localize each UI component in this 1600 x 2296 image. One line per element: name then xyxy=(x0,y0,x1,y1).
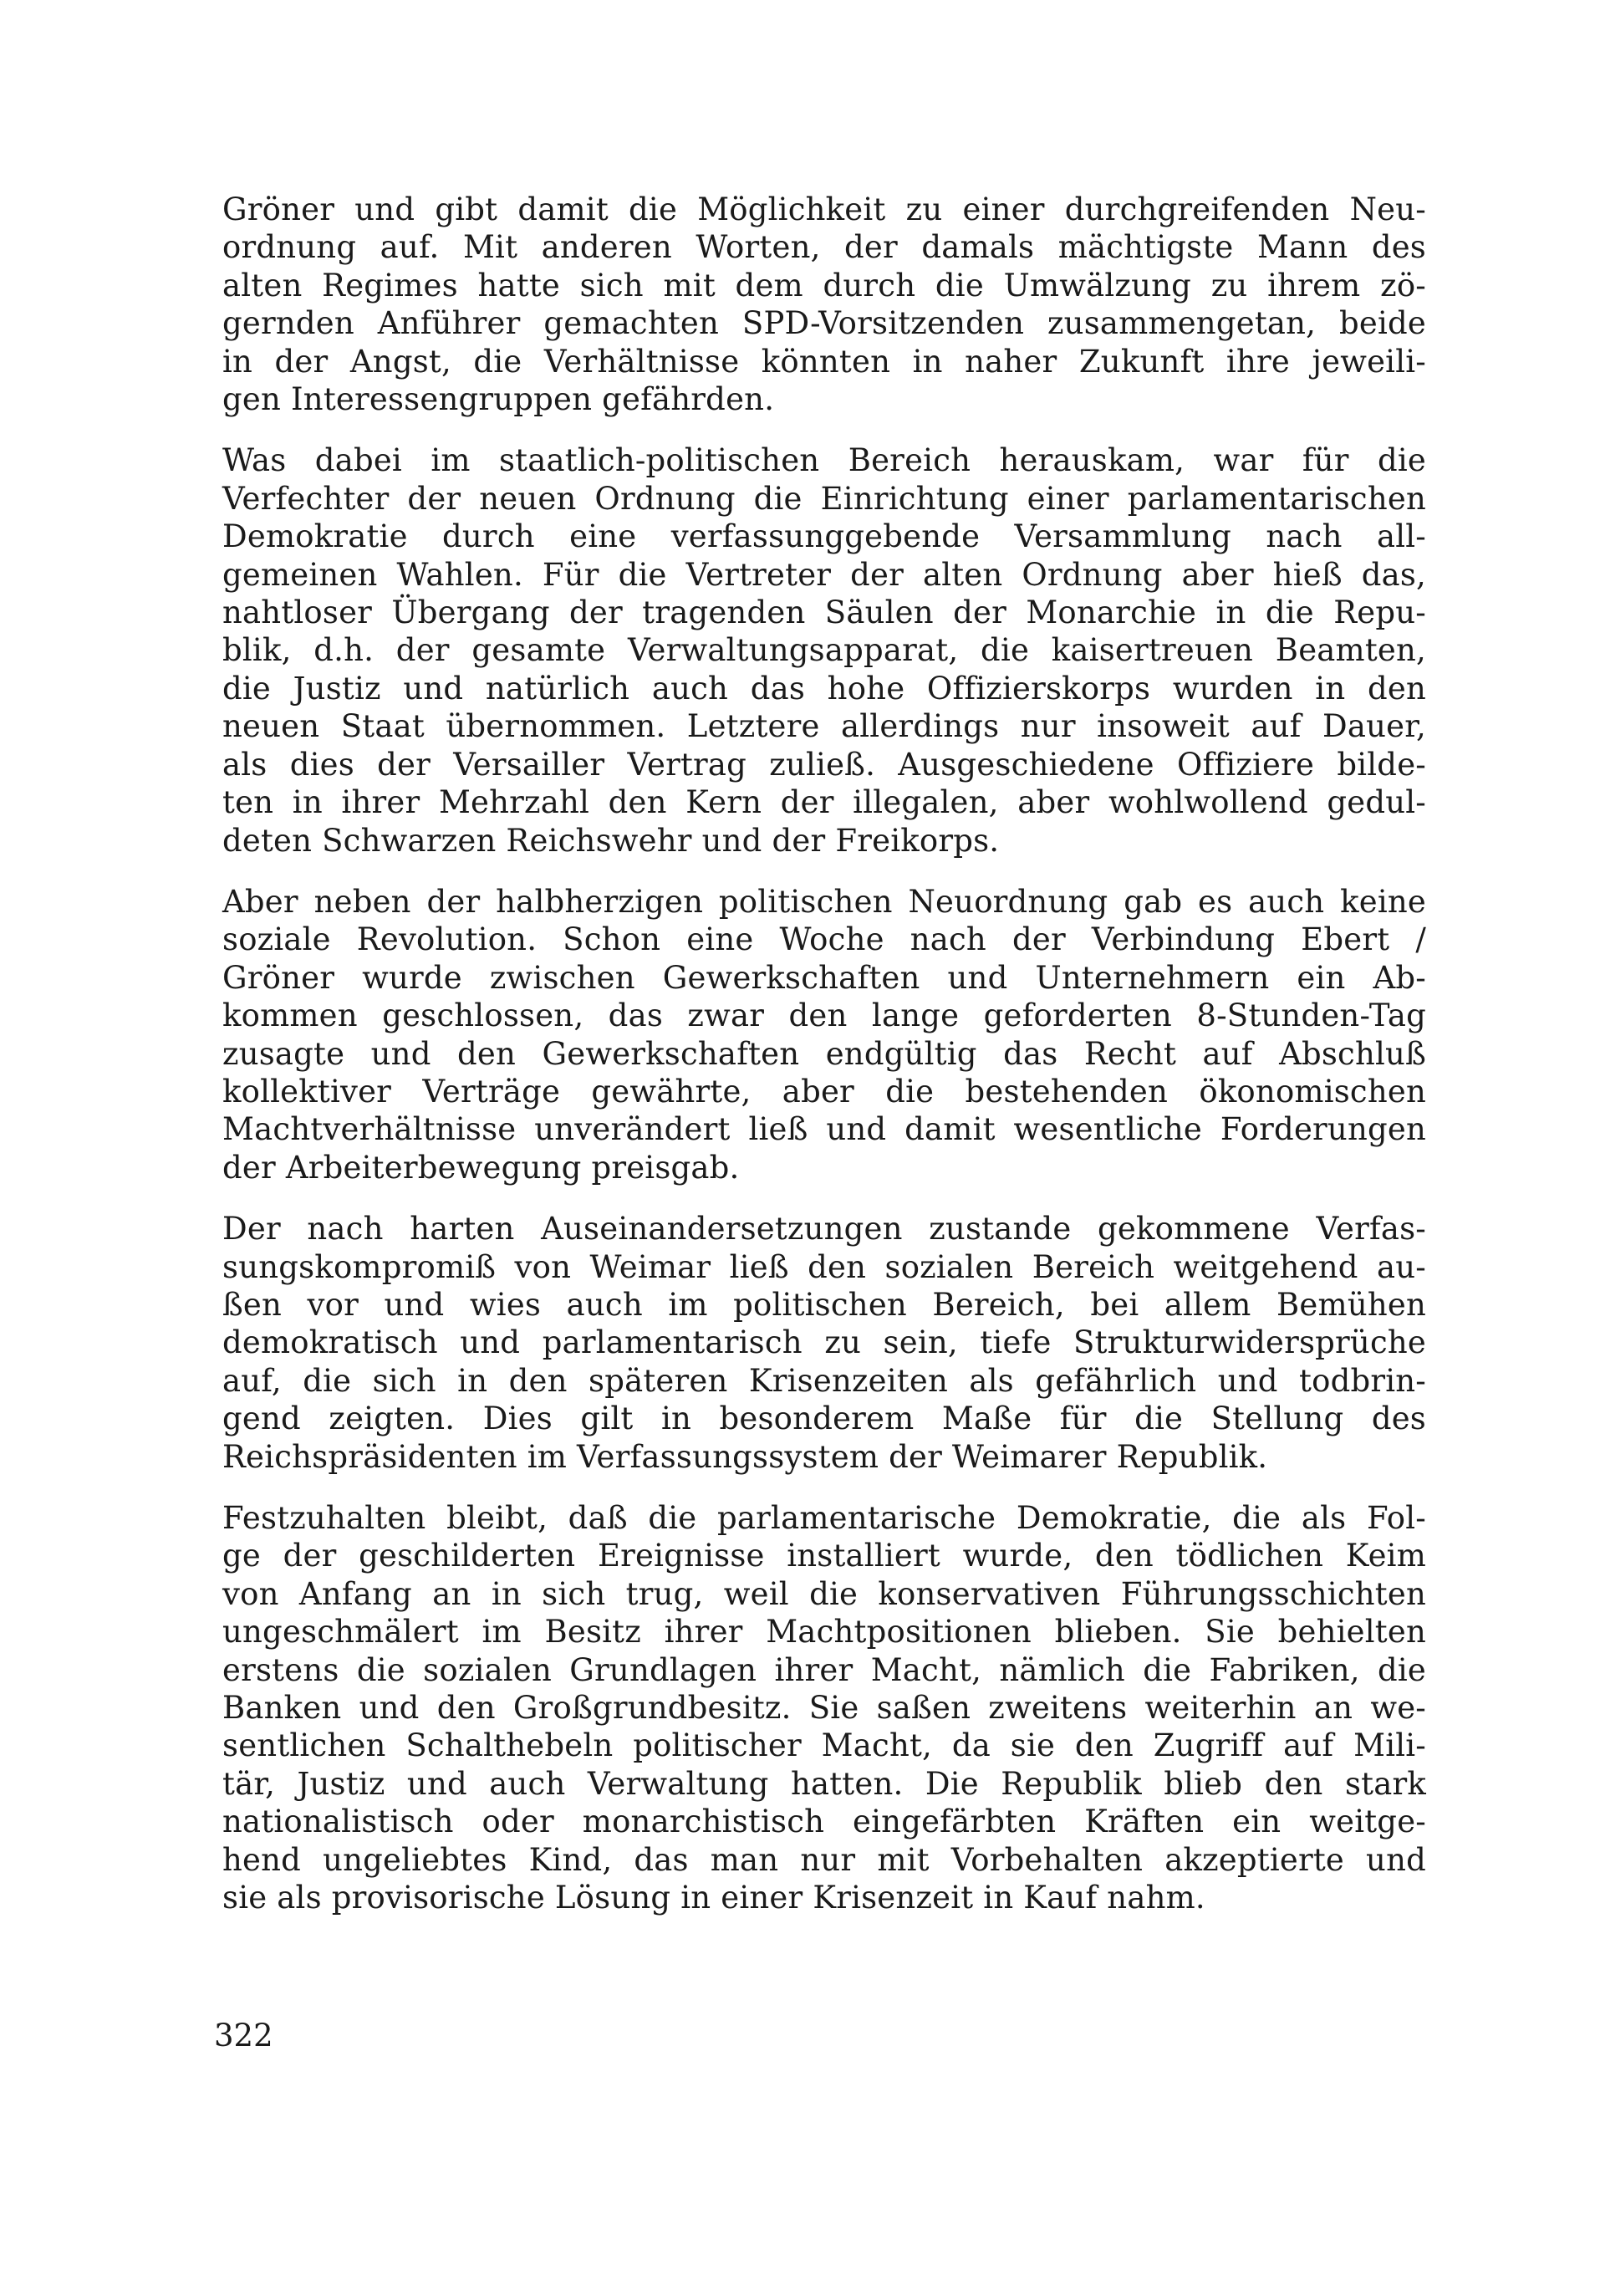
paragraph-5 xyxy=(222,1499,1426,1916)
text-line: blik, d.h. der gesamte Verwaltungsapparat, die kaisertreuen Beamten, xyxy=(222,632,1426,669)
text-line: ten in ihrer Mehrzahl den Kern der illegalen, aber wohlwollend gedul- xyxy=(222,784,1426,821)
text-line: Aber neben der halbherzigen politischen Neuordnung gab es auch keine xyxy=(222,883,1426,920)
body-text xyxy=(222,191,1426,1940)
text-line: ordnung auf. Mit anderen Worten, der damals mächtigste Mann des xyxy=(222,229,1426,266)
text-line: demokratisch und parlamentarisch zu sein, tiefe Strukturwidersprüche xyxy=(222,1324,1426,1361)
text-line: Demokratie durch eine verfassunggebende Versammlung nach all- xyxy=(222,518,1426,555)
text-line: erstens die sozialen Grundlagen ihrer Macht, nämlich die Fabriken, die xyxy=(222,1651,1426,1688)
text-line: Festzuhalten bleibt, daß die parlamentarische Demokratie, die als Fol- xyxy=(222,1500,1426,1536)
text-line: gemeinen Wahlen. Für die Vertreter der alten Ordnung aber hieß das, xyxy=(222,556,1426,593)
text-line: Banken und den Großgrundbesitz. Sie saßen zweitens weiterhin an we- xyxy=(222,1690,1426,1727)
paragraph-4 xyxy=(222,1210,1426,1476)
text-line: ßen vor und wies auch im politischen Bereich, bei allem Bemühen xyxy=(222,1286,1426,1323)
text-line: kommen geschlossen, das zwar den lange geforderten 8-Stunden-Tag xyxy=(222,997,1426,1034)
text-line: nahtloser Übergang der tragenden Säulen der Monarchie in die Repu- xyxy=(222,594,1426,631)
text-line: zusagte und den Gewerkschaften endgültig das Recht auf Abschluß xyxy=(222,1035,1426,1072)
text-line: soziale Revolution. Schon eine Woche nach der Verbindung Ebert / xyxy=(222,921,1426,958)
text-line: sie als provisorische Lösung in einer Krisenzeit in Kauf nahm. xyxy=(222,1880,1205,1916)
text-line: gernden Anführer gemachten SPD-Vorsitzenden zusammengetan, beide xyxy=(222,305,1426,342)
text-line: der Arbeiterbewegung preisgab. xyxy=(222,1149,740,1186)
text-line: die Justiz und natürlich auch das hohe Offizierskorps wurden in den xyxy=(222,670,1426,707)
text-line: Gröner wurde zwischen Gewerkschaften und Unternehmern ein Ab- xyxy=(222,959,1426,996)
text-line: als dies der Versailler Vertrag zuließ. Ausgeschiedene Offiziere bilde- xyxy=(222,746,1426,783)
text-line: sentlichen Schalthebeln politischer Macht, da sie den Zugriff auf Mili- xyxy=(222,1727,1426,1764)
text-line: hend ungeliebtes Kind, das man nur mit Vorbehalten akzeptierte und xyxy=(222,1841,1426,1878)
text-line: Gröner und gibt damit die Möglichkeit zu einer durchgreifenden Neu- xyxy=(222,191,1426,227)
text-line: sungskompromiß von Weimar ließ den sozialen Bereich weitgehend au- xyxy=(222,1248,1426,1285)
text-line: kollektiver Verträge gewährte, aber die bestehenden ökonomischen xyxy=(222,1073,1426,1110)
text-line: gen Interessengruppen gefährden. xyxy=(222,381,775,418)
text-line: ungeschmälert im Besitz ihrer Machtpositionen blieben. Sie behielten xyxy=(222,1614,1426,1651)
text-line: Reichspräsidenten im Verfassungssystem der Weimarer Republik. xyxy=(222,1438,1268,1475)
text-line: Was dabei im staatlich-politischen Bereich herauskam, war für die xyxy=(222,442,1426,479)
paragraph-2 xyxy=(222,441,1426,859)
text-line: nationalistisch oder monarchistisch eingefärbten Kräften ein weitge- xyxy=(222,1804,1426,1840)
text-line: ge der geschilderten Ereignisse installiert wurde, den tödlichen Keim xyxy=(222,1538,1426,1574)
text-line: Machtverhältnisse unverändert ließ und damit wesentliche Forderungen xyxy=(222,1111,1426,1148)
text-line: gend zeigten. Dies gilt in besonderem Maße für die Stellung des xyxy=(222,1401,1426,1437)
text-line: alten Regimes hatte sich mit dem durch die Umwälzung zu ihrem zö- xyxy=(222,267,1426,304)
text-line: auf, die sich in den späteren Krisenzeiten als gefährlich und todbrin- xyxy=(222,1362,1426,1399)
text-line: deten Schwarzen Reichswehr und der Freikorps. xyxy=(222,822,1000,859)
paragraph-1 xyxy=(222,191,1426,418)
page-number: 322 xyxy=(214,2018,273,2054)
text-line: in der Angst, die Verhältnisse könnten in naher Zukunft ihre jeweili- xyxy=(222,343,1426,380)
text-line: Verfechter der neuen Ordnung die Einrichtung einer parlamentarischen xyxy=(222,480,1426,517)
text-line: neuen Staat übernommen. Letztere allerdings nur insoweit auf Dauer, xyxy=(222,708,1426,745)
text-line: Der nach harten Auseinandersetzungen zustande gekommene Verfas- xyxy=(222,1211,1426,1247)
text-line: tär, Justiz und auch Verwaltung hatten. Die Republik blieb den stark xyxy=(222,1765,1426,1802)
paragraph-3 xyxy=(222,883,1426,1186)
text-line: von Anfang an in sich trug, weil die konservativen Führungsschichten xyxy=(222,1575,1426,1612)
